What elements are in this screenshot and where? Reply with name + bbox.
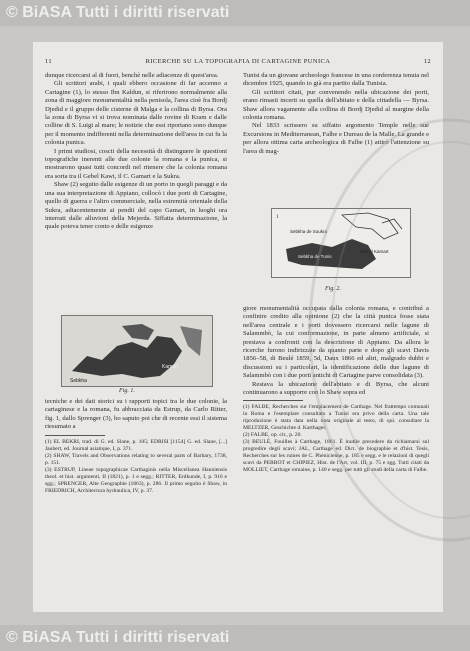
page-number-left: 11: [45, 58, 53, 65]
figure-1-caption: Fig. 1.: [119, 388, 135, 394]
paragraph: Shaw (2) seguito dalle esigenze di un porto in quegli paraggi e da una sua interpretazione di Appiano, collocò i due porti di Cartagine, quello di guerra e l'altro commerciale, nella estremità orientale della Sukra, adiacentemente ai pendii del capo Gamart, in luoghi ora interrati dalle alluvioni della Mejerda. Siffatta determinazione, la quale poteva tener conto e delle esigenze: [45, 181, 227, 231]
left-column-bottom: [45, 398, 227, 495]
footnote: (2) FALBE, op. cit., p. 20.: [243, 432, 302, 439]
footnote: (1) EL BEKRI, trad. di G. ed. Slane, p. 105; EDRISI [1154] G. ed. Slane, [...] Jaubert, ed. Journal asiatique, I, p. 371.: [45, 438, 227, 452]
footnote: (3) ESTRUP, Lineae topographicae Carthaginis nella Miscellanea Hauniensis theol. et hist. argumenti, II (1821), p. 1 e segg.; RITTER, Erdkunde, I, p. 916 e sgg.; SPRENGER, Alte Geographie (1863), p. 286. Il primo seguìto è Shaw, in FRIEDRICH, Architectura hydraulica, IV, p. 37.: [45, 466, 227, 494]
watermark-bottom: © BiASA Tutti i diritti riservati: [0, 625, 470, 651]
footnote: (2) SHAW, Travels and Observations relating to several parts of Barbary, 1738, p. 151.: [45, 452, 227, 466]
paragraph: dunque ricercarsi al di fuori, benchè nelle adiacenze di quest'area.: [45, 72, 219, 79]
paragraph: Nel 1833 scrissero su siffatto argomento Temple nelle sue Excursions in Mediterranean, Falbe e Dureau de la Malle. La grande e per allora ottima carta archeologica di Falbe (1) attirò l'attenzione su l'area di mag-: [243, 122, 429, 155]
paragraph: Gli scrittori arabi, i quali ebbero occasione di far accenno a Cartagine (1), lo stesso Ibn Kaldun, si riferirono normalmente alla zona di maggiore monumentalità nella penisola, l'area cioè fra Bordj Djedid e il gruppo delle cisterne di Malga e la collina di Byrsa. Ora la zona di Byrsa vi si trova nominata dalle rovine di Kram e dalle colline di S. Luigi al mare; le notizie che essi riportano sono dunque per il momento indifferenti nella determinazione dell'area in cui fu la colonia punica.: [45, 80, 227, 147]
figure-1-map: [61, 315, 213, 387]
paragraph: Gli scrittori citati, pur convenendo nella ubicazione dei porti, erano rimasti incerti su quella dell'abitato e della cittadella — Byrsa. Shaw allora vagamente alla collina di Bordj Djedid al margine della colonia romana.: [243, 88, 429, 122]
watermark-top: © BiASA Tutti i diritti riservati: [0, 0, 470, 26]
paragraph: Restava la ubicazione dell'abitato e di Byrsa, che alcuni continuarono a supporre con lo Shaw sopra ed: [243, 380, 429, 397]
running-header: [45, 58, 431, 68]
figure-1-map-drawing: [62, 316, 212, 386]
paragraph: tecniche e dei dati storici su i rapporti topici tra le due colonie, la cartaginese e la romana, fu abbracciata da Estrup, da Carlo Ritter, fig. 1, dallo Sprenger (3), ho saputo poi che di recente essi il sistema riesumato a: [45, 398, 227, 431]
fig2-label-b: Ras el Kamart: [360, 249, 389, 254]
running-title: RICERCHE SU LA TOPOGRAFIA DI CARTAGINE PUNICA: [145, 58, 331, 65]
fig2-label-top-left: 1: [276, 215, 279, 220]
footnote-rule: [243, 400, 303, 401]
page-number-right: 12: [423, 58, 431, 65]
paragraph: I primi studiosi, coscii della necessità di distinguere le questioni topografiche inerenti alle due colonie la romana e la punica, si mostrarono quasi tutti concordi nel ritenere che la colonia romana era sorta tra il Gebel Kawi, il C. Gamart e la Sukra.: [45, 147, 227, 180]
footnote-rule: [45, 435, 105, 436]
fig2-label-a: Sebkha de Soukra: [290, 229, 328, 234]
fig1-label-b: Sebkha: [70, 378, 87, 384]
fig2-label-c: Sebkha de Tunis: [298, 254, 332, 259]
footnote: (3) BEULÉ, Fouilles à Carthage, 1861. È inutile precedere da richiamarsi sul progredire degli scavi; JAL, Carthage ed. Dict. de biographie et d'hist. Tesis, Recherches sur les ruines de C. Phénicienne, p. 185 e segg. e le relazioni di quegli scavi da PERROT et CHIPIEZ, Hist. de l'Art, vol. III, p. 75 e sgg. Tutti citati da MOLLIET, Carthage romaine, p. 140 e segg. per tutti gli studi della carta di Falbe.: [243, 439, 429, 474]
left-footnotes: [45, 439, 227, 495]
library-seal-watermark: [300, 100, 470, 560]
paragraph: giore monumentalità occupata dalla colonia romana, e contribuì a confinire credito alla opinione (2) che la città punica fosse stata nell'area centrale e i porti dovessero ricercarsi nelle lagune di Salammbò, la cui conformazione, in parte almeno artificiale, si prestava a confronti con la descrizione di Appiano. Da allora le ricerche furono indirizzate da quanto parte e dopo gli scavi Davis 1856–58, di Beulé 1859, 5d, Daux 1866 ed altri, malgrado dubbi e discussioni su i particolari, la identificazione delle due lagune di Salammbò con i due porti antichi di Cartagine parve consolidata (3).: [243, 305, 429, 380]
footnote: (1) FALBE, Recherches sur l'emplacement de Carthage. Nel frattempo comunali in Roma e l'esemplare consultato a Tunisi era privo della carta. Una tale riproduzione è stata data nella nota originale al testo, di qui. consultare la MELTZER, Geschichte d. Karthager.: [243, 404, 429, 432]
figure-2-caption: Fig. 2.: [325, 286, 341, 292]
paragraph: Tunisi da un giovane archeologo francese in una conferenza tenuta nel dicembre 1925, quando io già era partito dalla Tunisia.: [243, 72, 429, 88]
fig1-label-a: Kamart: [162, 364, 179, 370]
left-column-top: [45, 72, 227, 232]
